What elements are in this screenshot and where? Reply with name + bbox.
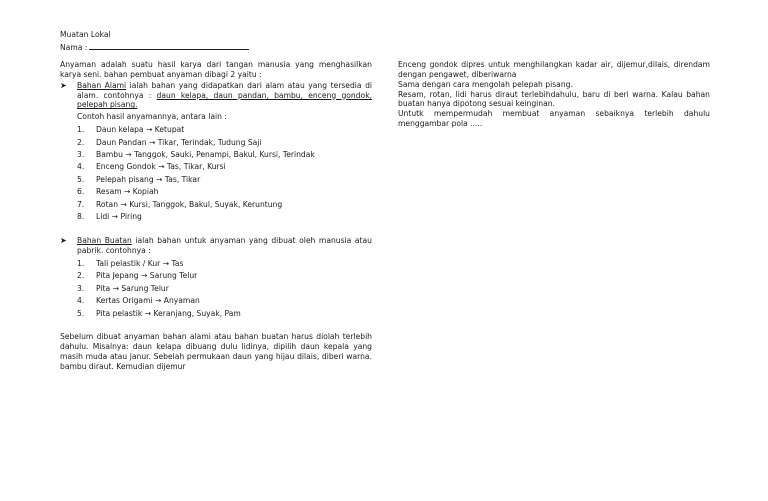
list-number: 2.: [77, 271, 85, 281]
right-paragraph-3: Resam, rotan, lidi harus diraut terlebihdahulu, baru di beri warna. Kalau bahan buatan hanya dipotong sesuai keinginan.: [398, 89, 710, 109]
list-number: 1.: [77, 125, 85, 135]
list-text: Bambu → Tanggok, Sauki, Penampi, Bakul, Kursi, Terindak: [96, 149, 315, 159]
right-paragraph-4: Untutk mempermudah membuat anyaman sebaiknya terlebih dahulu menggambar pola .....: [398, 109, 710, 129]
list-item: [60, 212, 372, 224]
natural-material-examples: daun kelapa, daun pandan, bambu, enceng gondok, pelepah pisang.: [77, 90, 373, 110]
list-number: 3.: [77, 149, 85, 159]
list-item: [60, 200, 372, 212]
list-item: [60, 187, 372, 199]
list-text: Kertas Origami → Anyaman: [96, 296, 200, 306]
list-number: 4.: [77, 296, 85, 306]
list-text: Enceng Gondok → Tas, Tikar, Kursi: [96, 162, 226, 172]
list-text: Rotan → Kursi, Tanggok, Bakul, Suyak, Keruntung: [96, 199, 283, 209]
natural-material-section: [60, 81, 372, 111]
list-number: 1.: [77, 259, 85, 268]
list-item: [60, 125, 372, 137]
list-number: 2.: [77, 137, 85, 147]
list-item: [60, 296, 372, 308]
list-item: [60, 309, 372, 321]
list-text: Daun Pandan → Tikar, Terindak, Tudung Saji: [96, 137, 262, 147]
list-text: Pelepah pisang → Tas, Tikar: [96, 174, 201, 184]
natural-product-list: [60, 125, 372, 224]
artificial-material-description: ialah bahan untuk anyaman yang dibuat oleh manusia atau pabrik. contohnya :: [77, 236, 372, 256]
list-item: [60, 259, 372, 271]
list-item: [60, 162, 372, 174]
list-item: [60, 271, 372, 283]
right-paragraph-1: Enceng gondok dipres untuk menghilangkan kadar air, dijemur,dilais, direndam dengan pengawet, diberiwarna: [398, 60, 710, 79]
intro-paragraph: Anyaman adalah suatu hasil karya dari tangan manusia yang menghasilkan karya seni. bahan pembuat anyaman dibagi 2 yaitu :: [60, 60, 372, 79]
header: [60, 30, 249, 52]
list-text: Lidi → Piring: [96, 211, 142, 221]
list-item: [60, 284, 372, 296]
natural-material-description: ialah bahan yang didapatkan dari alam atau yang tersedia di alam. contohnya :: [77, 80, 372, 100]
artificial-product-list: [60, 259, 372, 321]
name-blank-line: [89, 41, 249, 50]
list-number: 5.: [77, 308, 85, 318]
natural-list-heading: Contoh hasil anyamannya, antara lain :: [77, 112, 227, 122]
list-text: Tali pelastik / Kur → Tas: [96, 259, 184, 268]
artificial-material-section: [60, 236, 372, 256]
spacer: [60, 321, 372, 332]
right-paragraph-2: Sama dengan cara mengolah pelepah pisang.: [398, 79, 573, 89]
arrowhead-bullet-icon: ➤: [60, 80, 67, 90]
list-number: 6.: [77, 187, 85, 197]
list-text: Pita → Sarung Telur: [96, 283, 169, 293]
arrowhead-bullet-icon: ➤: [60, 236, 67, 246]
list-text: Resam → Kopiah: [96, 187, 159, 197]
spacer: [60, 224, 372, 235]
list-item: [60, 150, 372, 162]
list-number: 7.: [77, 199, 85, 209]
list-item: [60, 138, 372, 150]
name-label: Nama :: [60, 43, 88, 52]
list-number: 4.: [77, 162, 85, 172]
right-column: [398, 60, 710, 129]
list-text: Pita Jepang → Sarung Telur: [96, 271, 198, 281]
left-column: [60, 60, 372, 371]
name-field: [60, 41, 249, 52]
subject-title: Muatan Lokal: [60, 30, 111, 39]
artificial-material-title: Bahan Buatan: [77, 236, 132, 246]
list-item: [60, 175, 372, 187]
natural-material-title: Bahan Alami: [77, 80, 127, 90]
list-text: Daun kelapa → Ketupat: [96, 125, 185, 135]
closing-paragraph: Sebelum dibuat anyaman bahan alami atau bahan buatan harus diolah terlebih dahulu. Misalnya: daun kelapa dibuang dulu lidinya, dipilih daun kepala yang masih muda atau janur. Sebelah permukaan daun yang hijau dilais, diberi warna. bambu diraut. Kemudian dijemur: [60, 331, 372, 371]
list-number: 8.: [77, 211, 85, 221]
list-number: 5.: [77, 174, 85, 184]
list-number: 3.: [77, 283, 85, 293]
list-text: Pita pelastik → Keranjang, Suyak, Pam: [96, 308, 241, 318]
